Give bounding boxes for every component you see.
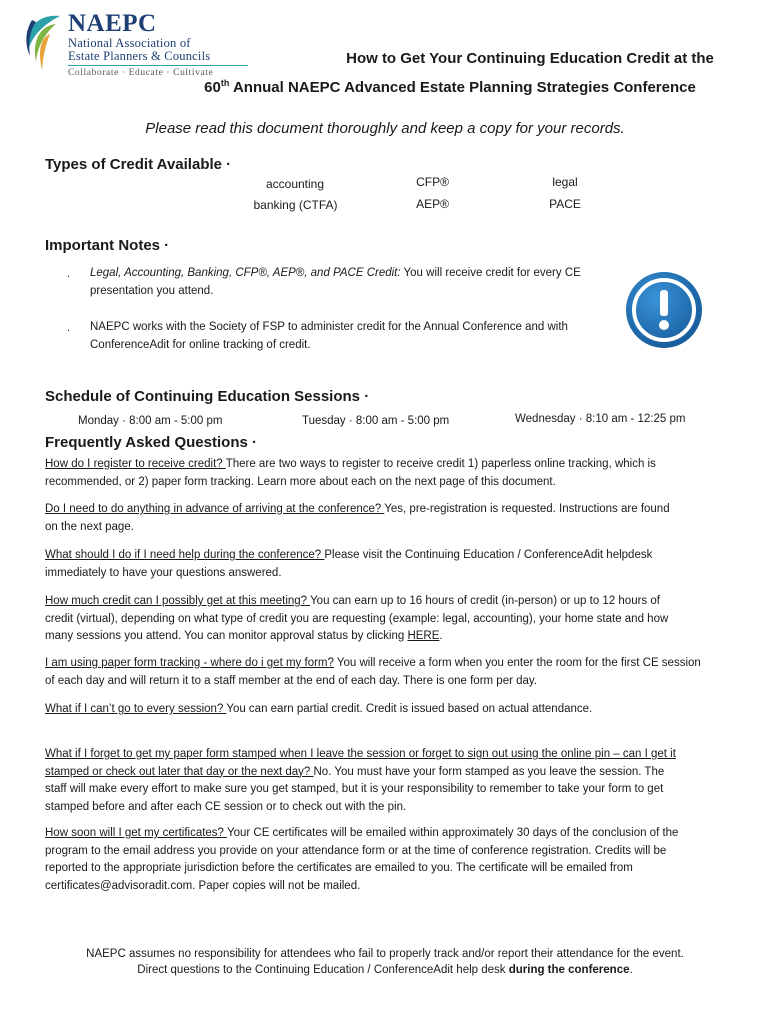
faq-answer: recommended, or 2) paper form tracking. Learn more about each on the next page of this document. [45,475,556,488]
note-2-line-2: ConferenceAdit for online tracking of credit. [90,338,311,351]
note-1-line-2: presentation you attend. [90,284,214,297]
title-rest: Annual NAEPC Advanced Estate Planning Strategies Conference [229,79,696,96]
faq-item-1 [45,456,745,491]
faq-answer: stamped before and after each CE session or to check out with the pin. [45,800,407,813]
faq-answer: program to the email address you provide on your attendance form or at the time of conference registration. Credits will be [45,844,667,857]
schedule-heading: Schedule of Continuing Education Sessions · [45,388,370,405]
faq-answer: credit (virtual), depending on what type of credit you are requesting (example: legal, accounting), your home state and how [45,612,669,625]
credit-accounting: accounting [265,177,325,191]
faq-answer: You can earn partial credit. Credit is issued based on actual attendance. [226,703,593,715]
faq-item-7 [45,746,760,816]
note-2-marker: . [67,322,71,334]
schedule-monday: Monday · 8:00 am - 5:00 pm [78,415,223,427]
faq-answer: staff will make every effort to make sure you get stamped, but it is your responsibility to remember to take your form to get [45,783,664,795]
credit-aep: AEP® [416,197,449,211]
note-2-line-1: NAEPC works with the Society of FSP to administer credit for the Annual Conference and with [90,321,568,333]
subtitle: Please read this document thoroughly and keep a copy for your records. [145,120,625,137]
faq-answer: on the next page. [45,520,134,533]
schedule-wednesday: Wednesday · 8:10 am - 12:25 pm [515,413,686,425]
faq-question: I am using paper form tracking - where do i get my form? [45,657,334,669]
faq-item-3 [45,547,745,582]
faq-item-4 [45,593,755,646]
credit-cfp: CFP® [416,175,449,189]
faq-answer: You will receive a form when you enter the room for the first CE session [333,657,701,669]
faq-item-8 [45,825,760,895]
note-2 [90,319,620,354]
faq-question: stamped or check out later that day or the next day? [45,765,314,778]
faq-item-5 [45,655,760,690]
footer-line-2-bold: during the conference [508,964,630,976]
title-ordinal-suffix: th [220,78,230,88]
title-line-1: How to Get Your Continuing Education Credit at the [346,50,714,67]
here-link[interactable]: HERE [407,630,440,642]
faq-answer: of each day and will return it to a staff member at the end of each day. There is one form per day. [45,674,538,687]
faq-answer: No. You must have your form stamped as you leave the session. The [313,765,665,778]
naepc-logo [20,10,250,78]
faq-answer: Please visit the Continuing Education / ConferenceAdit helpdesk [324,549,653,561]
faq-question: What should I do if I need help during the conference? [45,549,325,561]
logo-line-1: National Association of [68,36,191,50]
footer-line-2-end: . [629,964,633,976]
faq-heading: Frequently Asked Questions · [45,434,257,451]
faq-answer: immediately to have your questions answered. [45,566,282,579]
credit-types-heading: Types of Credit Available · [45,156,232,173]
faq-question: How do I register to receive credit? [45,458,226,470]
faq-question: Do I need to do anything in advance of arriving at the conference? [45,503,385,515]
faq-item-2 [45,501,745,536]
faq-answer: reported to the appropriate jurisdiction before the certificates are emailed to you. The certificate will be emailed from [45,862,633,874]
faq-answer: You can earn up to 16 hours of credit (in-person) or up to 12 hours of [310,595,660,607]
exclamation-icon [624,270,704,350]
faq-question: How much credit can I possibly get at this meeting? [45,595,311,607]
title-ordinal: 60 [204,79,221,96]
faq-question: What if I can’t go to every session? [45,703,227,715]
faq-answer: Your CE certificates will be emailed within approximately 30 days of the conclusion of the [226,827,679,839]
logo-line-2: Estate Planners & Councils [68,49,211,63]
faq-answer: certificates@advisoradit.com. Paper copies will not be mailed. [45,879,361,892]
faq-question: What if I forget to get my paper form stamped when I leave the session or forget to sign out using the online pin – can I get it [45,748,676,760]
title-line-2 [150,70,750,101]
notes-heading: Important Notes · [45,237,170,254]
faq-item-6 [45,701,745,719]
note-1-lead: Legal, Accounting, Banking, CFP®, AEP®, and PACE Credit: [90,267,401,279]
credit-legal: legal [552,175,578,189]
logo-divider [68,65,248,66]
faq-question: How soon will I get my certificates? [45,827,227,839]
credit-banking: banking (CTFA) [253,198,338,212]
faq-answer: many sessions you attend. You can monitor approval status by clicking [45,630,408,642]
faq-answer: There are two ways to register to receive credit 1) paperless online tracking, which is [225,458,656,470]
schedule-tuesday: Tuesday · 8:00 am - 5:00 pm [302,415,450,427]
faq-answer: . [439,630,443,642]
credit-pace: PACE [549,197,581,211]
footer-line-2-start: Direct questions to the Continuing Education / ConferenceAdit help desk [137,964,509,976]
note-1-line-1: You will receive credit for every CE [400,267,581,279]
note-1 [90,265,610,300]
naepc-swoosh-icon [20,10,66,74]
note-1-marker: . [67,268,71,280]
logo-name: NAEPC [68,10,157,37]
footer-line-1: NAEPC assumes no responsibility for attendees who fail to properly track and/or report their attendance for the event. [86,948,684,960]
faq-answer: Yes, pre-registration is requested. Instructions are found [384,503,670,515]
logo-tagline: Collaborate · Educate · Cultivate [68,68,214,78]
footer-line-2 [0,962,770,980]
